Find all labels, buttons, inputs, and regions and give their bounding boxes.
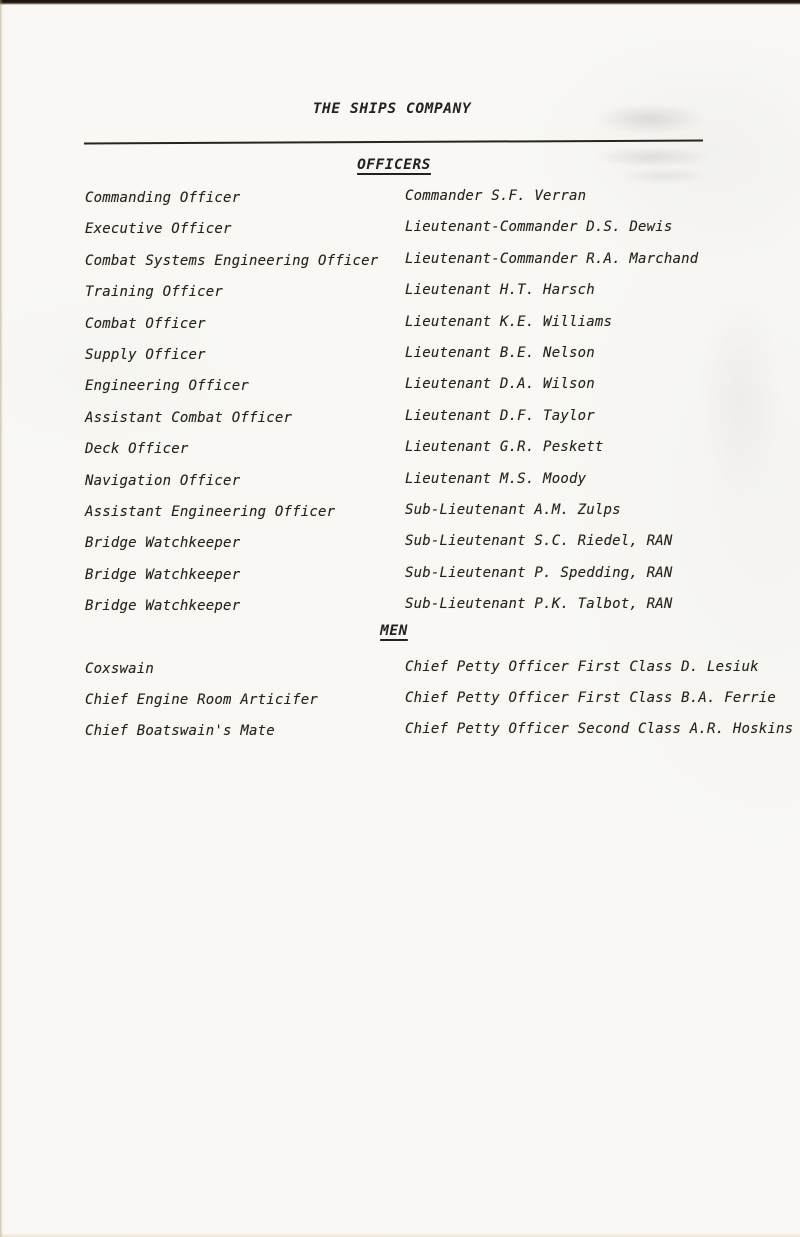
position-label: Coxswain: [85, 661, 155, 677]
person-name: Sub-Lieutenant P. Spedding, RAN: [405, 564, 673, 581]
roster-row: [0, 378, 800, 409]
position-label: Executive Officer: [85, 221, 232, 238]
section-heading: OFFICERS: [357, 157, 431, 173]
person-name: Lieutenant M.S. Moody: [405, 470, 587, 487]
person-name: Lieutenant-Commander R.A. Marchand: [405, 250, 699, 267]
scan-edge-bottom: [0, 1233, 800, 1237]
person-name: Lieutenant D.F. Taylor: [405, 407, 595, 424]
person-name: Sub-Lieutenant S.C. Riedel, RAN: [405, 533, 673, 550]
title-divider-rule: [84, 139, 703, 144]
position-label: Assistant Engineering Officer: [85, 503, 336, 520]
roster-row: [0, 284, 800, 315]
roster-rows: [0, 190, 800, 629]
scan-edge-top: [0, 0, 800, 5]
person-name: Lieutenant-Commander D.S. Dewis: [405, 219, 673, 236]
roster-row: [0, 689, 800, 723]
person-name: Chief Petty Officer First Class B.A. Ferrie: [405, 689, 777, 706]
page-title: THE SHIPS COMPANY: [312, 101, 472, 117]
position-label: Combat Officer: [85, 315, 206, 332]
position-label: Bridge Watchkeeper: [85, 535, 241, 552]
roster-row: [0, 221, 800, 252]
roster-row: [0, 250, 800, 284]
person-name: Commander S.F. Verran: [405, 188, 587, 204]
roster-row: [0, 470, 800, 504]
person-name: Lieutenant H.T. Harsch: [405, 282, 595, 299]
person-name: Sub-Lieutenant A.M. Zulps: [405, 501, 621, 518]
position-label: Supply Officer: [85, 346, 206, 363]
roster-row: [0, 190, 800, 221]
roster-row: [0, 720, 800, 754]
position-label: Chief Boatswain's Mate: [85, 722, 275, 739]
roster-row: [0, 535, 800, 566]
roster-row: [0, 407, 800, 441]
person-name: Chief Petty Officer Second Class A.R. Hoskins: [405, 720, 794, 737]
roster-row: [0, 501, 800, 535]
person-name: Lieutenant D.A. Wilson: [405, 376, 595, 393]
position-label: Bridge Watchkeeper: [85, 566, 241, 583]
roster-rows: [0, 661, 800, 753]
roster-row: [0, 313, 800, 347]
position-label: Commanding Officer: [85, 190, 241, 206]
position-label: Chief Engine Room Articifer: [85, 691, 318, 708]
position-label: Training Officer: [85, 284, 224, 301]
roster-row: [0, 344, 800, 378]
position-label: Navigation Officer: [85, 472, 241, 489]
roster-row: [0, 441, 800, 472]
position-label: Assistant Combat Officer: [85, 409, 293, 426]
section-heading: MEN: [380, 623, 408, 639]
person-name: Sub-Lieutenant P.K. Talbot, RAN: [405, 596, 673, 613]
person-name: Lieutenant G.R. Peskett: [405, 439, 604, 456]
position-label: Combat Systems Engineering Officer: [85, 252, 379, 269]
person-name: Lieutenant K.E. Williams: [405, 313, 613, 330]
position-label: Deck Officer: [85, 441, 189, 458]
position-label: Engineering Officer: [85, 378, 249, 395]
person-name: Chief Petty Officer First Class D. Lesiuk: [405, 659, 759, 675]
roster-row: [0, 661, 800, 692]
person-name: Lieutenant B.E. Nelson: [405, 344, 595, 361]
roster-row: [0, 564, 800, 598]
position-label: Bridge Watchkeeper: [85, 598, 241, 615]
